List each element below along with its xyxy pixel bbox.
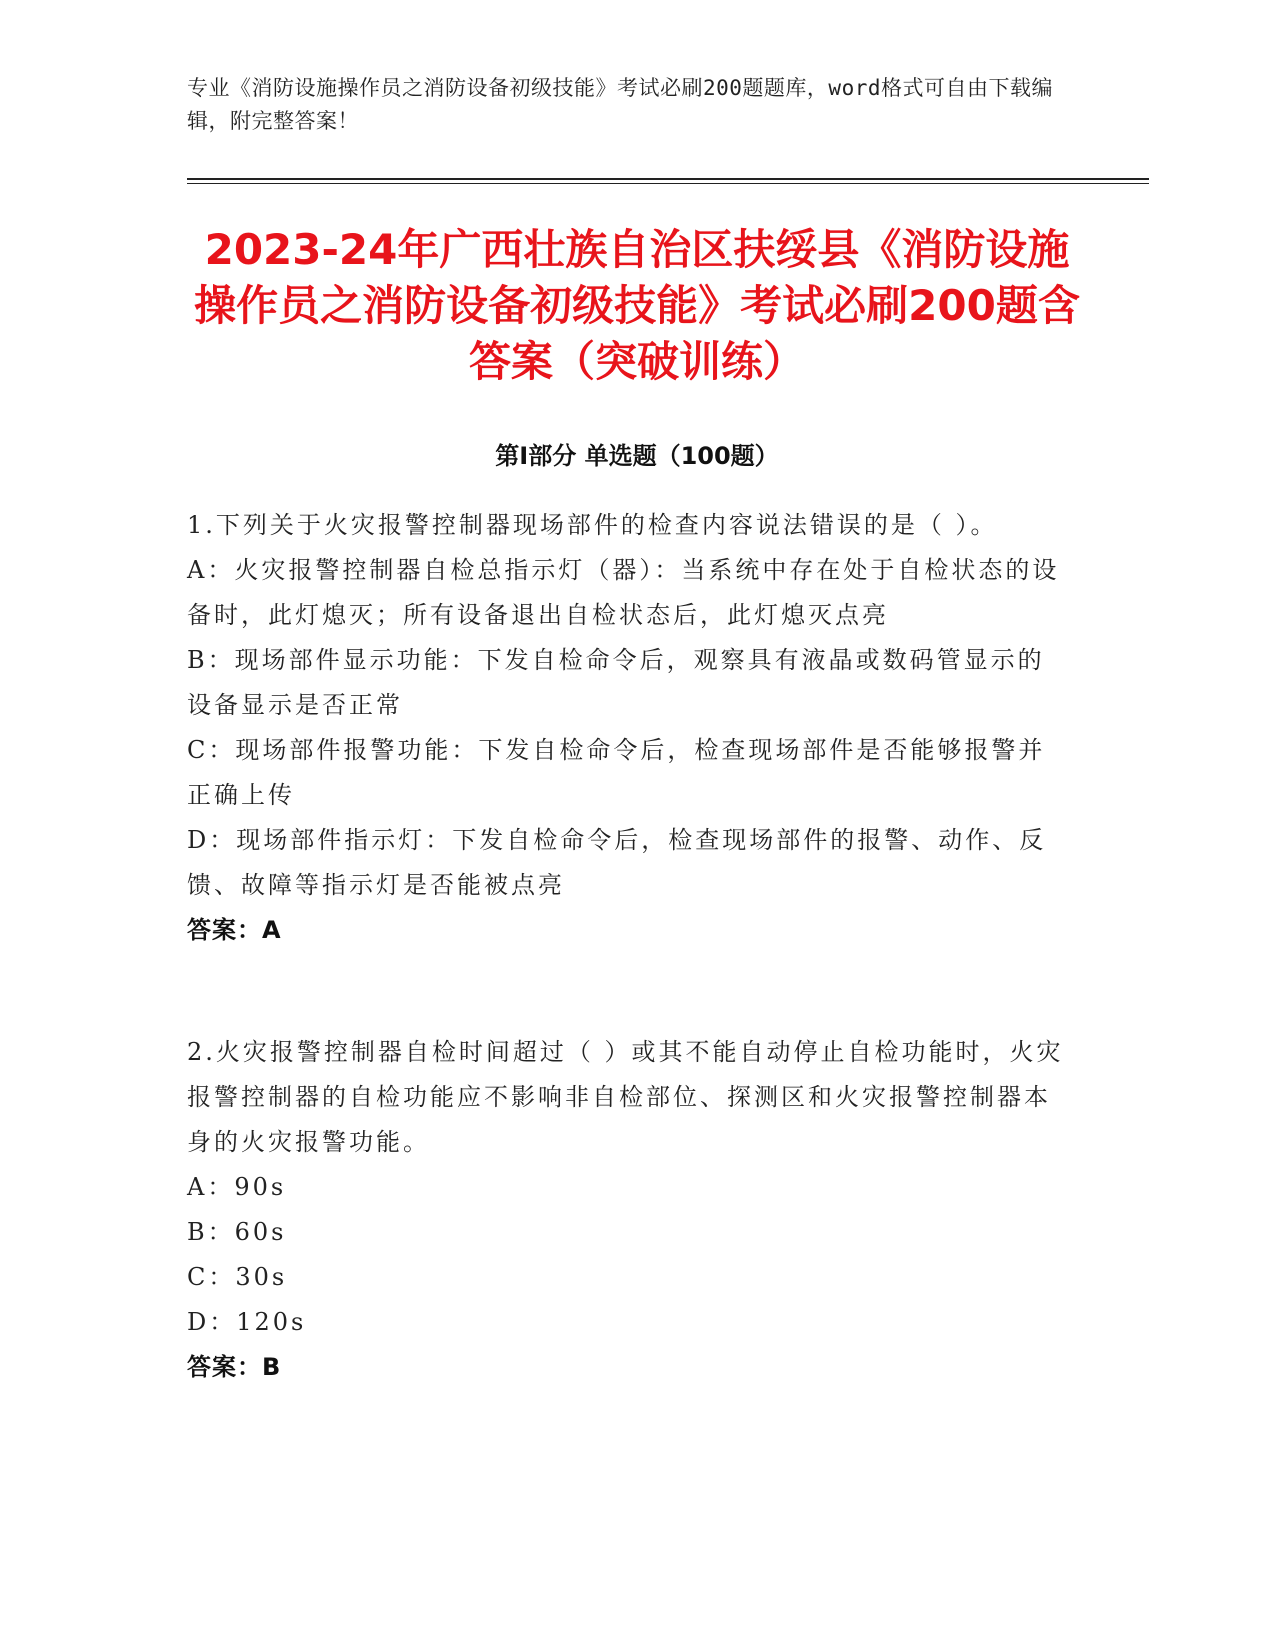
- option-c: C：现场部件报警功能：下发自检命令后，检查现场部件是否能够报警并正确上传: [187, 736, 1046, 809]
- option-d: D：120s: [187, 1308, 307, 1336]
- document-title: 2023-24年广西壮族自治区扶绥县《消防设施操作员之消防设备初级技能》考试必刷200题含答案（突破训练）: [194, 225, 1080, 386]
- question-stem: 1.下列关于火灾报警控制器现场部件的检查内容说法错误的是（ ）。: [187, 511, 998, 539]
- section-title: 第Ⅰ部分 单选题（100题）: [495, 442, 779, 470]
- option-a: A：90s: [187, 1173, 287, 1201]
- option-b: B：现场部件显示功能：下发自检命令后，观察具有液晶或数码管显示的设备显示是否正常: [187, 646, 1045, 719]
- question-1: [187, 503, 1067, 953]
- option-c: C：30s: [187, 1263, 288, 1291]
- header-divider-thick: [187, 178, 1149, 180]
- answer-label: 答案：A: [187, 916, 282, 944]
- option-a: A：火灾报警控制器自检总指示灯（器）：当系统中存在处于自检状态的设备时，此灯熄灭；所有设备退出自检状态后，此灯熄灭点亮: [187, 556, 1060, 629]
- option-d: D：现场部件指示灯：下发自检命令后，检查现场部件的报警、动作、反馈、故障等指示灯是否能被点亮: [187, 826, 1047, 899]
- answer-label: 答案：B: [187, 1353, 282, 1381]
- question-stem: 2.火灾报警控制器自检时间超过（ ）或其不能自动停止自检功能时，火灾报警控制器的自检功能应不影响非自检部位、探测区和火灾报警控制器本身的火灾报警功能。: [187, 1038, 1064, 1156]
- question-2: [187, 1030, 1067, 1390]
- header-note: 专业《消防设施操作员之消防设备初级技能》考试必刷200题题库，word格式可自由下载编辑，附完整答案！: [187, 76, 1053, 133]
- header-divider-thin: [187, 183, 1149, 184]
- option-b: B：60s: [187, 1218, 287, 1246]
